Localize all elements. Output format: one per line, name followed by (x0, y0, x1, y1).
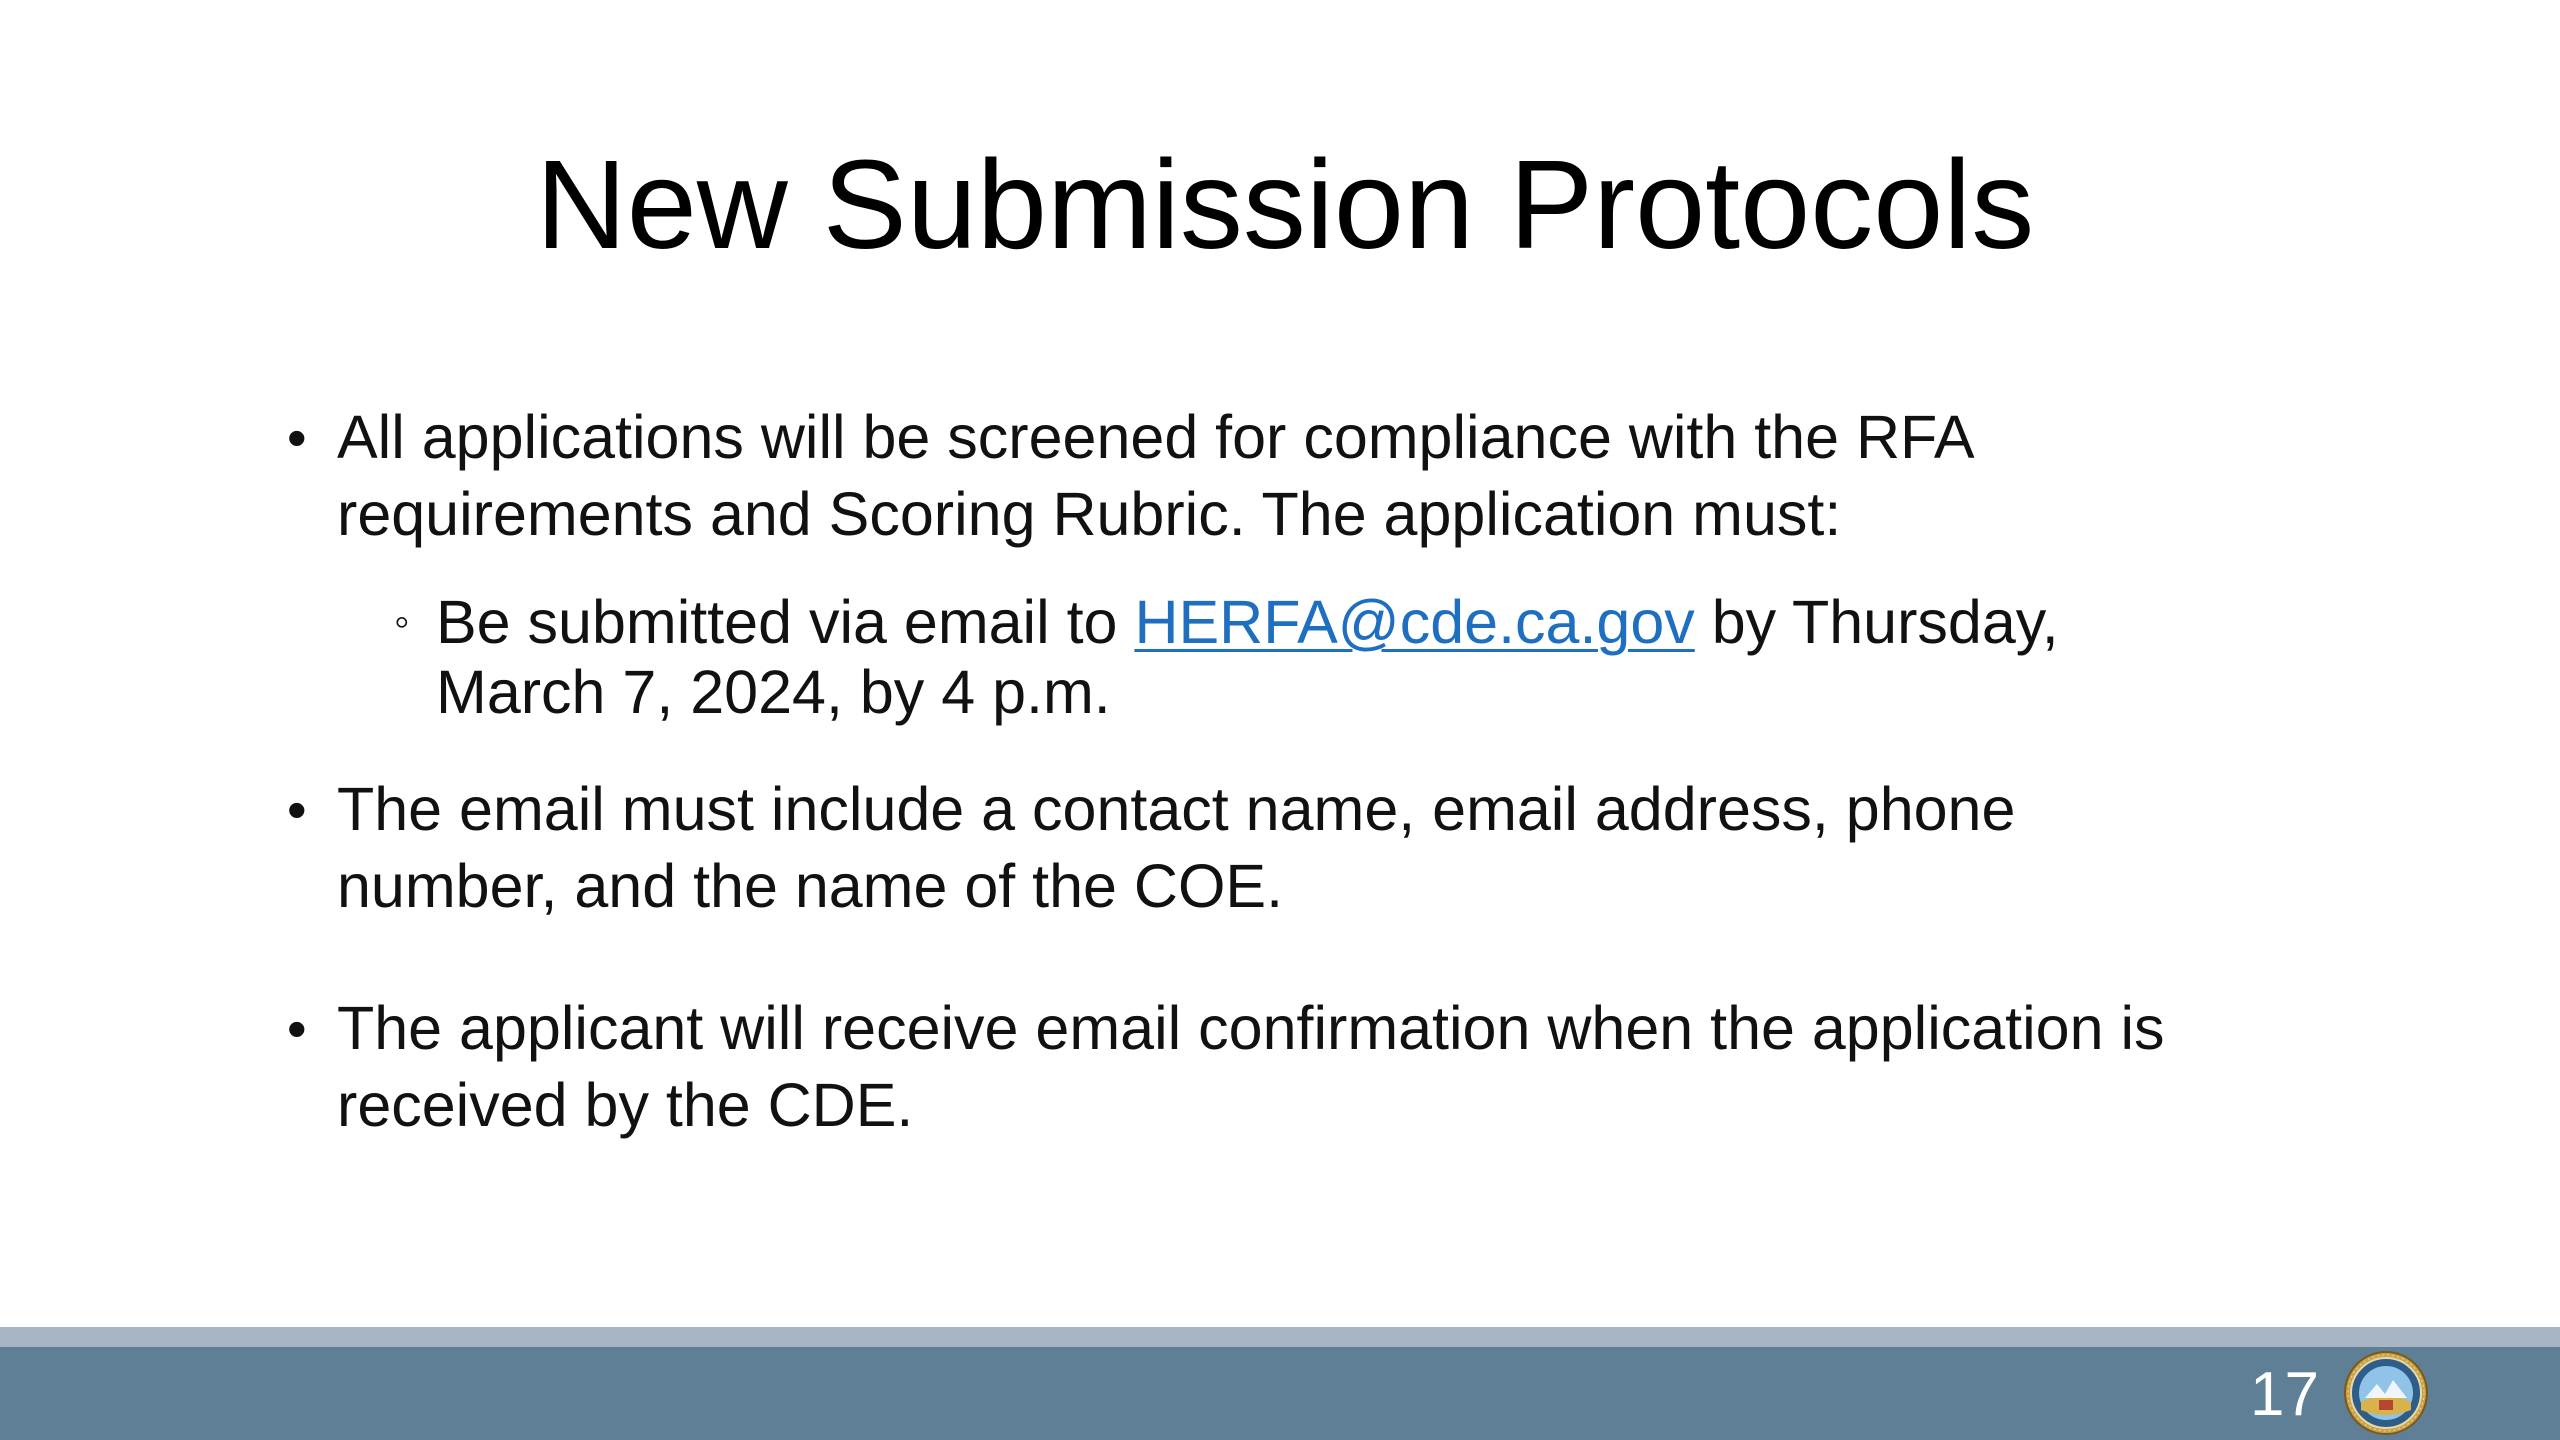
bullet-glyph: • (287, 406, 307, 469)
bullet-item-email-contents (287, 771, 2317, 925)
bullet-text-line: number, and the name of the COE. (337, 852, 1284, 920)
bullet-text-line: The applicant will receive email confirmation when the application is (337, 994, 2165, 1062)
sub-bullet-prefix: Be submitted via email to (436, 588, 1135, 656)
bullet-item-screening (287, 399, 2317, 553)
sub-bullet-suffix: by Thursday, (1694, 588, 2059, 656)
bullet-text-line: The email must include a contact name, email address, phone (337, 775, 2016, 843)
sub-bullet-line: March 7, 2024, by 4 p.m. (436, 658, 1111, 726)
sub-bullet-item-submission (394, 587, 2336, 727)
bullet-text-line: requirements and Scoring Rubric. The application must: (337, 480, 1842, 548)
footer-stripe (0, 1327, 2560, 1347)
bullet-item-confirmation (287, 990, 2317, 1144)
sub-bullet-line (436, 587, 2336, 657)
bullet-glyph: • (287, 997, 307, 1060)
bullet-text-line: All applications will be screened for compliance with the RFA (337, 403, 1975, 471)
email-link[interactable]: HERFA@cde.ca.gov (1134, 588, 1695, 656)
sub-bullet-glyph: ◦ (394, 597, 410, 646)
california-department-of-education-seal-icon (2343, 1350, 2429, 1436)
page-number: 17 (2250, 1360, 2319, 1429)
bullet-glyph: • (287, 778, 307, 841)
bullet-text-line: received by the CDE. (337, 1071, 914, 1139)
slide-title: New Submission Protocols (535, 134, 2035, 275)
footer-bar (0, 1347, 2560, 1440)
